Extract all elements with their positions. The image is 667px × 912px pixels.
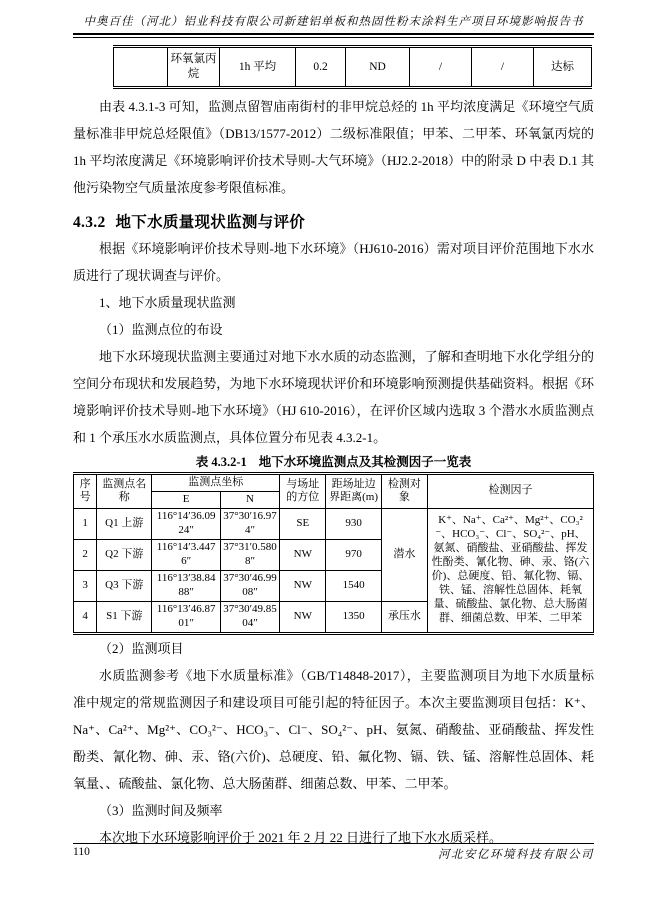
cell-limit-value: 0.2 bbox=[296, 47, 346, 88]
cell-point-name: Q1 上游 bbox=[97, 508, 152, 539]
page-content bbox=[73, 45, 594, 851]
cell-point-name: Q2 下游 bbox=[97, 539, 152, 570]
cell-coordinate-e: 116°13′38.8488″ bbox=[152, 570, 220, 601]
table-caption-title: 地下水环境监测点及其检测因子一览表 bbox=[258, 455, 472, 469]
cell-averaging-period: 1h 平均 bbox=[220, 47, 296, 88]
header-target: 检测对象 bbox=[381, 474, 427, 509]
header-rule bbox=[73, 33, 594, 38]
cell-coordinate-e: 116°13′46.8701″ bbox=[152, 601, 220, 633]
cell-coordinate-e: 116°14′36.0924″ bbox=[152, 508, 220, 539]
table-row bbox=[114, 47, 592, 88]
cell-detection-factors: K⁺、Na⁺、Ca²⁺、Mg²⁺、CO₃²⁻、HCO₃⁻、Cl⁻、SO₄²⁻、pH、氨氮、硝酸盐、亚硝酸盐、挥发性酚类、氰化物、砷、汞、铬(六价)、总硬度、铅、氟化物、镉、铁、锰、溶解性总固体、耗氧量、硫酸盐、氯化物、总大肠菌群、细菌总数、甲苯、二甲苯 bbox=[428, 508, 594, 633]
cell-pollutant-name: 环氧氯丙烷 bbox=[168, 47, 220, 88]
paragraph-monitoring-desc: 地下水环境现状监测主要通过对地下水水质的动态监测，了解和查明地下水化学组分的空间分布现状和发展趋势，为地下水环境现状评价和环境影响预测提供基础资料。根据《环境影响评价技术导则-地下水环境》（HJ 610-2016），在评价区域内选取 3 个潜水水质监测点和 1 个承压水水质监测点，具体位置分布见表 4.3.2-1。 bbox=[73, 349, 594, 445]
cell-seq: 2 bbox=[74, 539, 97, 570]
cell-distance: 930 bbox=[326, 508, 381, 539]
cell-seq: 3 bbox=[74, 570, 97, 601]
air-quality-table-fragment bbox=[113, 45, 592, 89]
table-header-row-1 bbox=[74, 474, 594, 492]
header-coordinates: 监测点坐标 bbox=[152, 474, 280, 492]
cell-slash-2: / bbox=[472, 47, 534, 88]
cell-seq: 1 bbox=[74, 508, 97, 539]
section-heading-4-3-2 bbox=[73, 210, 594, 232]
table-caption bbox=[73, 452, 594, 470]
cell-point-name: S1 下游 bbox=[97, 601, 152, 633]
cell-slash-1: / bbox=[410, 47, 472, 88]
paragraph-sampling-date: 本次地下水环境影响评价于 2021 年 2 月 22 日进行了地下水水质采样。 bbox=[99, 829, 503, 845]
page-footer bbox=[73, 843, 594, 862]
header-distance: 距场址边界距离(m) bbox=[326, 474, 381, 509]
cell-point-name: Q3 下游 bbox=[97, 570, 152, 601]
header-seq: 序号 bbox=[74, 474, 97, 509]
cell-distance: 1540 bbox=[326, 570, 381, 601]
table-row-q1 bbox=[74, 508, 594, 539]
header-direction: 与场址的方位 bbox=[280, 474, 326, 509]
cell-coordinate-n: 37°30′49.8504″ bbox=[220, 601, 279, 633]
subheading-1: 1、地下水质量现状监测 bbox=[99, 295, 236, 310]
cell-coordinate-n: 37°30′46.9908″ bbox=[220, 570, 279, 601]
cell-pollutant-group bbox=[114, 47, 168, 88]
section-title: 地下水质量现状监测与评价 bbox=[115, 214, 306, 231]
header-coordinate-n: N bbox=[220, 491, 279, 508]
header-point-name: 监测点名称 bbox=[97, 474, 152, 509]
cell-coordinate-n: 37°30′16.974″ bbox=[220, 508, 279, 539]
cell-compliance: 达标 bbox=[534, 47, 592, 88]
table-caption-label: 表 4.3.2-1 bbox=[195, 455, 247, 469]
cell-seq: 4 bbox=[74, 601, 97, 633]
running-header-title: 中奥百佳（河北）铝业科技有限公司新建铝单板和热固性粉末涂料生产项目环境影响报告书 bbox=[83, 16, 584, 28]
cell-direction: NW bbox=[280, 570, 326, 601]
cell-direction: SE bbox=[280, 508, 326, 539]
subheading-1-3: （3）监测时间及频率 bbox=[99, 802, 223, 818]
paragraph-monitoring-items: 水质监测参考《地下水质量标准》（GB/T14848-2017），主要监测项目为地下水质量标准中规定的常规监测因子和建设项目可能引起的特征因子。本次主要监测项目包括：K⁺、Na⁺、Ca²⁺、Mg²⁺、CO₃²⁻、HCO₃⁻、Cl⁻、SO₄²⁻、pH、氨氮、硝酸盐、亚硝酸盐、挥发性酚类、氰化物、砷、汞、铬(六价)、总硬度、铅、氟化物、镉、铁、锰、溶解性总固体、耗氧量、、硫酸盐、氯化物、总大肠菌群、细菌总数、甲苯、二甲苯。 bbox=[73, 667, 594, 791]
header-factors: 检测因子 bbox=[428, 474, 594, 509]
paragraph-air-conclusion: 由表 4.3.1-3 可知，监测点留智庙南街村的非甲烷总烃的 1h 平均浓度满足《环境空气质量标准非甲烷总烃限值》（DB13/1577-2012）二级标准限值；甲苯、二甲苯、环氧氯丙烷的 1h 平均浓度满足《环境影响评价技术导则-大气环境》（HJ2.2-2018）中的附录 D 中表 D.1 其他污染物空气质量浓度参考限值标准。 bbox=[73, 99, 594, 195]
subheading-1-1: （1）监测点位的布设 bbox=[99, 322, 223, 337]
cell-direction: NW bbox=[280, 601, 326, 633]
header-coordinate-e: E bbox=[152, 491, 220, 508]
cell-measured-value: ND bbox=[346, 47, 410, 88]
cell-distance: 1350 bbox=[326, 601, 381, 633]
cell-coordinate-e: 116°14′3.4476″ bbox=[152, 539, 220, 570]
section-number: 4.3.2 bbox=[73, 214, 106, 231]
cell-target-phreatic: 潜水 bbox=[381, 508, 427, 601]
paragraph-groundwater-intro: 根据《环境影响评价技术导则-地下水环境》（HJ610-2016）需对项目评价范围地下水水质进行了现状调查与评价。 bbox=[73, 241, 594, 283]
cell-target-confined: 承压水 bbox=[381, 601, 427, 633]
footer-company-name: 河北安亿环境科技有限公司 bbox=[438, 849, 594, 861]
page-number: 110 bbox=[73, 846, 90, 858]
cell-direction: NW bbox=[280, 539, 326, 570]
groundwater-monitoring-table bbox=[73, 472, 594, 635]
cell-distance: 970 bbox=[326, 539, 381, 570]
subheading-1-2: （2）监测项目 bbox=[99, 640, 184, 656]
cell-coordinate-n: 37°31′0.5808″ bbox=[220, 539, 279, 570]
